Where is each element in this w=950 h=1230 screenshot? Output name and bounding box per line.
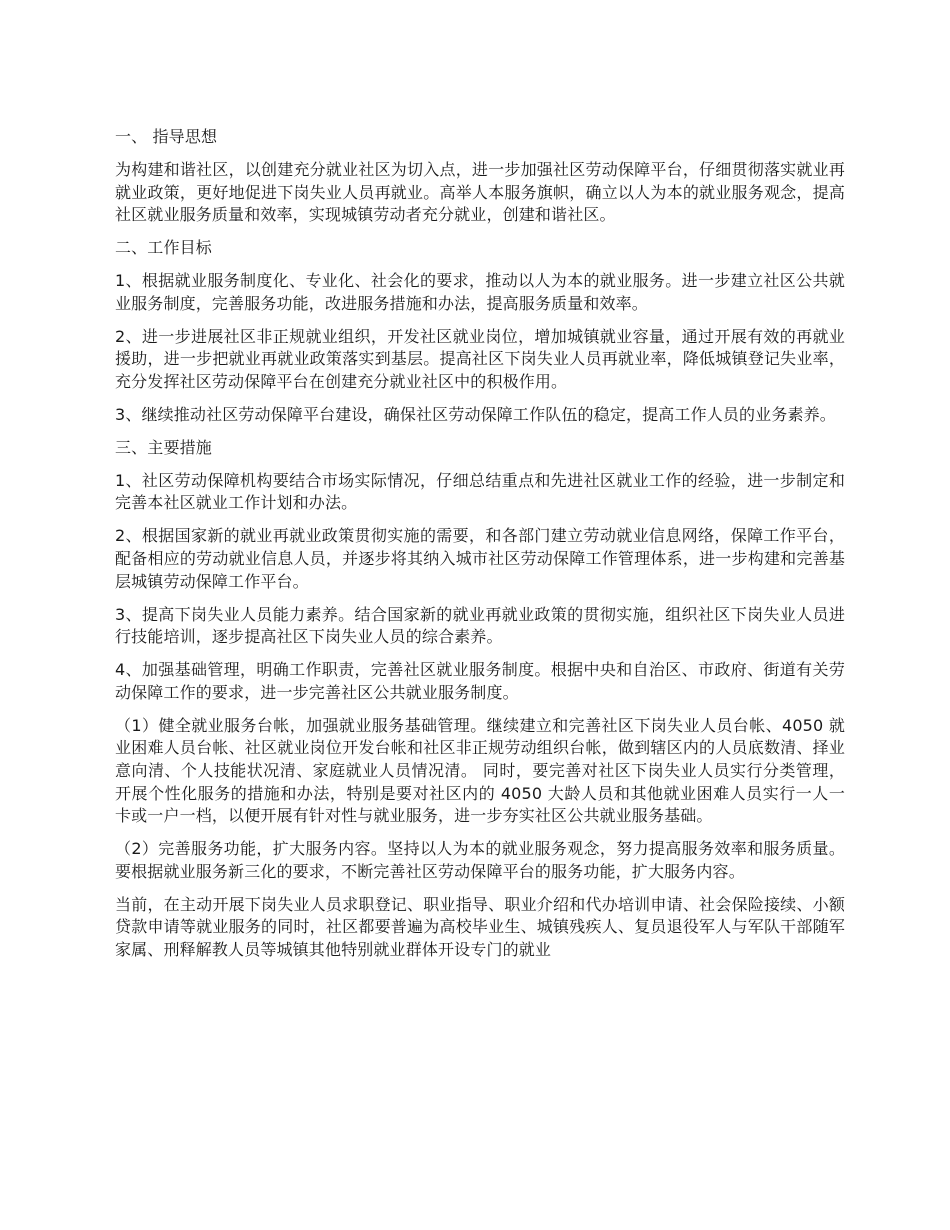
paragraph: （2）完善服务功能，扩大服务内容。坚持以人为本的就业服务观念，努力提高服务效率和服务质量。要根据就业服务新三化的要求，不断完善社区劳动保障平台的服务功能，扩大服务内容。 <box>115 839 845 881</box>
section-heading: 二、工作目标 <box>115 238 212 258</box>
section-heading: 三、主要措施 <box>115 437 212 457</box>
paragraph: （1）健全就业服务台帐，加强就业服务基础管理。继续建立和完善社区下岗失业人员台帐、4050 就业困难人员台帐、社区就业岗位开发台帐和社区非正规劳动组织台帐，做到辖区内的人员底数清、择业意向清、个人技能状况清、家庭就业人员情况清。 同时，要完善对社区下岗失业人员实行分类管理，开展个性化服务的措施和办法，特别是要对社区内的 4050 大龄人员和其他就业困难人员实行一人一卡或一户一档，以便开展有针对性与就业服务，进一步夯实社区公共就业服务基础。 <box>115 715 845 826</box>
paragraph: 1、根据就业服务制度化、专业化、社会化的要求，推动以人为本的就业服务。进一步建立社区公共就业服务制度，完善服务功能，改进服务措施和办法，提高服务质量和效率。 <box>115 271 845 313</box>
paragraph: 4、加强基础管理，明确工作职责，完善社区就业服务制度。根据中央和自治区、市政府、街道有关劳动保障工作的要求，进一步完善社区公共就业服务制度。 <box>115 660 845 702</box>
paragraph: 当前，在主动开展下岗失业人员求职登记、职业指导、职业介绍和代办培训申请、社会保险接续、小额贷款申请等就业服务的同时，社区都要普遍为高校毕业生、城镇残疾人、复员退役军人与军队干部随军家属、刑释解教人员等城镇其他特别就业群体开设专门的就业 <box>115 894 845 959</box>
paragraph: 3、提高下岗失业人员能力素养。结合国家新的就业再就业政策的贯彻实施，组织社区下岗失业人员进行技能培训，逐步提高社区下岗失业人员的综合素养。 <box>115 604 845 647</box>
paragraph: 2、根据国家新的就业再就业政策贯彻实施的需要，和各部门建立劳动就业信息网络，保障工作平台，配备相应的劳动就业信息人员，并逐步将其纳入城市社区劳动保障工作管理体系，进一步构建和完善基层城镇劳动保障工作平台。 <box>115 526 845 591</box>
paragraph: 为构建和谐社区，以创建充分就业社区为切入点，进一步加强社区劳动保障平台，仔细贯彻落实就业再就业政策，更好地促进下岗失业人员再就业。高举人本服务旗帜，确立以人为本的就业服务观念，提高社区就业服务质量和效率，实现城镇劳动者充分就业，创建和谐社区。 <box>115 159 845 225</box>
section-heading: 一、 指导思想 <box>115 127 218 146</box>
paragraph: 2、进一步进展社区非正规就业组织，开发社区就业岗位，增加城镇就业容量，通过开展有效的再就业援助，进一步把就业再就业政策落实到基层。提高社区下岗失业人员再就业率，降低城镇登记失业率，充分发挥社区劳动保障平台在创建充分就业社区中的积极作用。 <box>115 326 845 391</box>
paragraph: 3、继续推动社区劳动保障平台建设，确保社区劳动保障工作队伍的稳定，提高工作人员的业务素养。 <box>115 404 836 424</box>
paragraph: 1、社区劳动保障机构要结合市场实际情况，仔细总结重点和先进社区就业工作的经验，进一步制定和完善本社区就业工作计划和办法。 <box>115 470 845 513</box>
document-body <box>115 126 845 972</box>
